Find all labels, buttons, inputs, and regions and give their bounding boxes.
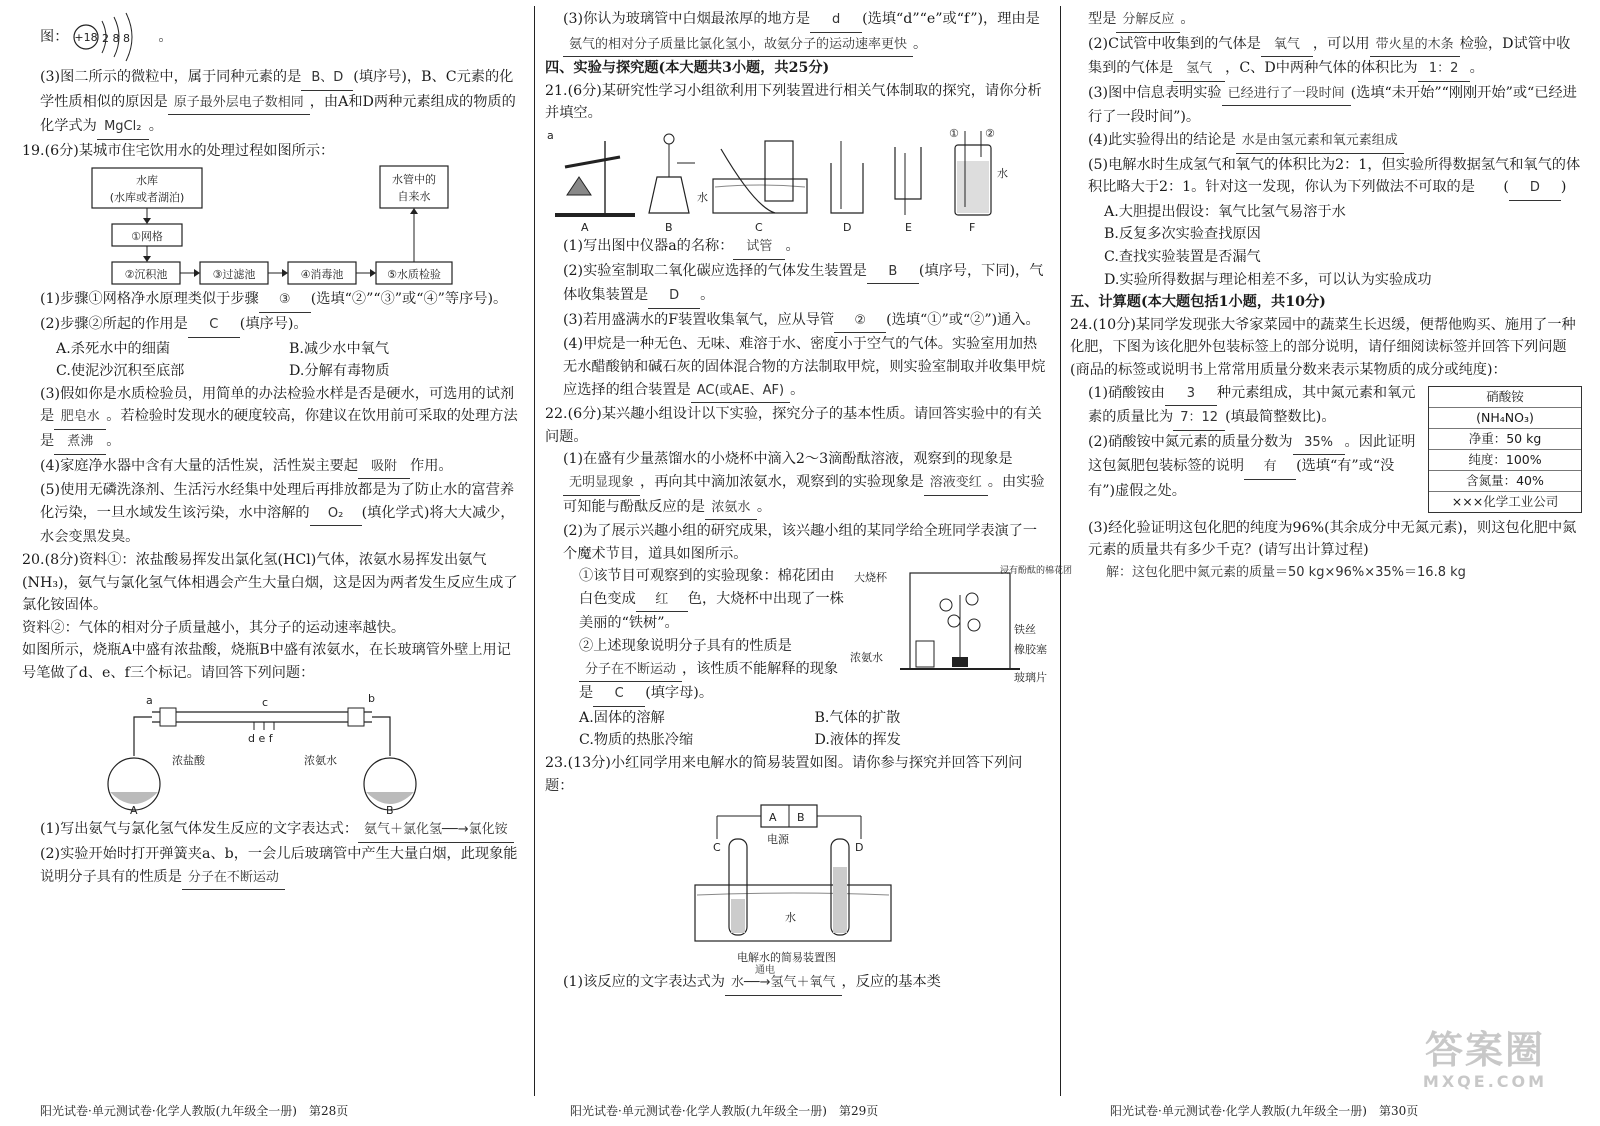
footer-page-28: 阳光试卷·单元测试卷·化学人教版(九年级全一册) 第28页 [40, 1104, 349, 1118]
question-23-1: (1)该反应的文字表达式为 通电 水──→氢气＋氧气 ，反应的基本类 [545, 971, 1050, 996]
atom-structure-diagram [68, 9, 158, 65]
question-22-2-block [545, 565, 1073, 707]
label-nitrogen: 含氮量：40% [1429, 471, 1581, 492]
flow-step-3: ③过滤池 [212, 268, 256, 282]
tube-d-label: D [855, 841, 864, 855]
label-weight: 净重：50 kg [1429, 429, 1581, 450]
flow-tap: 水管中的 [392, 173, 436, 187]
gas-apparatus-diagram [545, 127, 1045, 233]
question-23-4: (4)此实验得出的结论是 水是由氢元素和氧元素组成 [1070, 129, 1582, 154]
electrolysis-caption: 电解水的简易装置图 [737, 951, 836, 965]
page-29-column [545, 8, 1073, 1083]
question-21-3: (3)若用盛满水的F装置收集氧气，应从导管 ② (选填“①”或“②”)通入。 [545, 309, 1050, 334]
question-22-title: 22.(6分)某兴趣小组设计以下实验，探究分子的基本性质。请回答实验中的有关问题。 [545, 406, 1042, 445]
wire-label: 铁丝 [1014, 623, 1036, 637]
figure-label: 图： [40, 28, 69, 45]
ammonia-label: 浓氨水 [850, 651, 883, 665]
port-2-label: ② [985, 126, 995, 140]
question-22-2-1: ①该节目可观察到的实验现象：棉花团由白色变成 红 色，大烧杯中出现了一株美丽的“铁树”。 [579, 568, 844, 632]
flask-a-label: A [130, 804, 138, 818]
diffusion-tube-diagram [42, 686, 512, 816]
question-24-1: (1)硝酸铵由 3 种元素组成，其中氮元素和氧元素的质量比为 7：12 (填最简整数比)。 [1088, 382, 1582, 431]
flow-reservoir: 水库 [136, 174, 158, 188]
label-company: ×××化学工业公司 [1451, 493, 1559, 509]
device-b-label: B [665, 220, 673, 234]
question-21-1: (1)写出图中仪器a的名称： 试管 。 [545, 235, 1050, 260]
question-19-1: (1)步骤①网格净水原理类似于步骤 ③ (选填“②”“③”或“④”等序号)。 [22, 288, 522, 313]
question-20-1: (1)写出氨气与氯化氢气体发生反应的文字表达式： 氨气＋氯化氢──→氯化铵 [22, 818, 522, 843]
footer-page-29: 阳光试卷·单元测试卷·化学人教版(九年级全一册) 第29页 [570, 1104, 879, 1118]
question-20-material-2: 资料②：气体的相对分子质量越小，其分子的运动速率越快。 [22, 619, 406, 636]
option-23-b: B.反复多次实验查找原因 [1104, 226, 1261, 243]
question-24-2: (2)硝酸铵中氮元素的质量分数为 35% 。因此证明这包氮肥包装标签的说明 有 (选填“有”或“没有”)虚假之处。 [1088, 433, 1416, 499]
question-24-block [1070, 382, 1582, 585]
electrode-b-label: B [797, 811, 805, 825]
column-divider [1060, 6, 1061, 1096]
flow-reservoir-sub: (水库或者湖泊) [109, 191, 185, 205]
flow-step-1: ①网格 [131, 230, 163, 244]
question-19-2: (2)步骤②所起的作用是 C (填序号)。 [22, 313, 522, 338]
question-20-intro: 如图所示，烧瓶A中盛有浓盐酸，烧瓶B中盛有浓氨水，在长玻璃管外壁上用记号笔做了d、e、f三个标记。请回答下列问题： [22, 642, 511, 681]
options-19-2-cd: C.使泥沙沉积至底部 D.分解有毒物质 [56, 363, 390, 380]
tube-c-label: C [713, 841, 721, 855]
page-28-column [22, 8, 522, 1083]
flow-tap-sub: 自来水 [397, 190, 431, 204]
electrolysis-diagram [545, 799, 1045, 969]
flow-step-5: ⑤水质检验 [387, 268, 441, 282]
clip-a-label: a [146, 694, 153, 708]
question-20-3: (3)你认为玻璃管中白烟最浓厚的地方是 d (选填“d”“e”或“f”)，理由是氨气的相对分子质量比氯化氢小，故氨分子的运动速率更快 。 [545, 8, 1050, 57]
water-label: 水 [785, 911, 796, 925]
fertilizer-label [1428, 386, 1582, 513]
options-19-2-ab: A.杀死水中的细菌 B.减少水中氧气 [56, 340, 390, 357]
label-purity: 纯度：100% [1429, 450, 1581, 471]
glass-plate-label: 玻璃片 [1014, 671, 1047, 685]
question-23-3: (3)图中信息表明实验 已经进行了一段时间 (选填“未开始”“刚刚开始”或“已经进行了一段时间”)。 [1088, 84, 1577, 126]
device-e-label: E [905, 220, 912, 234]
iron-tree-diagram [850, 565, 1073, 685]
rubber-stopper-label: 橡胶塞 [1014, 643, 1047, 657]
column-divider [534, 6, 535, 1096]
clip-b-label: b [368, 692, 375, 706]
option-23-d: D.实验所得数据与理论相差不多，可以认为实验成功 [1104, 271, 1432, 288]
question-22-2-2: ②上述现象说明分子具有的性质是分子在不断运动 ，该性质不能解释的现象是 C (填字母)。 [579, 635, 1050, 707]
options-22-ab: A.固体的溶解 B.气体的扩散 [579, 709, 901, 726]
device-f-label: F [969, 220, 976, 234]
label-formula: (NH₄NO₃) [1429, 408, 1581, 429]
question-19-4: (4)家庭净水器中含有大量的活性炭，活性炭主要起 吸附 作用。 [22, 455, 522, 480]
question-24-title: 24.(10分)某同学发现张大爷家菜园中的蔬菜生长迟缓，便帮他购买、施用了一种化肥，下图为该化肥外包装标签上的部分说明，请仔细阅读标签并回答下列问题(商品的标签或说明书上常常用质量分数来表示某物质的成分或纯度)： [1070, 316, 1576, 378]
tube-c-label: c [262, 696, 269, 710]
power-label: 电源 [767, 833, 789, 847]
shell-electrons: 2 8 8 [102, 32, 131, 45]
atom-diagram-row: 图： +18 2 8 8 。 [22, 8, 522, 66]
option-23-a: A.大胆提出假设：氧气比氢气易溶于水 [1104, 203, 1346, 220]
question-20-2: (2)实验开始时打开弹簧夹a、b，一会儿后玻璃管中产生大量白烟，此现象能说明分子具有的性质是 分子在不断运动 [22, 843, 522, 890]
instrument-a-label: a [547, 128, 554, 142]
watermark-logo: 答案圈 MXQE.COM [1422, 1028, 1548, 1091]
water-treatment-flowchart [52, 164, 522, 286]
options-22-cd: C.物质的热胀冷缩 D.液体的挥发 [579, 732, 901, 749]
question-19-title: 19.(6分)某城市住宅饮用水的处理过程如图所示： [22, 142, 335, 159]
cotton-label: 浸有酚酞的棉花团 [1000, 566, 1073, 577]
question-23-1-cont: 型是 分解反应 。 [1070, 8, 1582, 33]
question-21-title: 21.(6分)某研究性学习小组欲利用下列装置进行相关气体制取的探究，请你分析并填空。 [545, 82, 1042, 122]
port-1-label: ① [949, 126, 959, 140]
flask-a-content: 浓盐酸 [172, 754, 205, 768]
bottle-water-label: 水 [997, 166, 1008, 180]
question-18-3: (3)图二所示的微粒中，属于同种元素的是 B、D (填序号)，B、C元素的化学性质相似的原因是 原子最外层电子数相同 ，由A和D两种元素组成的物质的化学式为 MgCl₂ 。 [22, 66, 522, 140]
question-23-5: (5)电解水时生成氢气和氧气的体积比为2：1，但实验所得数据氢气和氧气的体积比略大于2：1。针对这一发现，你认为下列做法不可取的是 ( D ) [1070, 154, 1582, 201]
flask-b-content: 浓氨水 [304, 754, 337, 768]
question-24-3: (3)经化验证明这包化肥的纯度为96%(其余成分中无氮元素)，则这包化肥中氮元素的质量共有多少千克？(请写出计算过程) [1088, 519, 1577, 559]
flow-step-2: ②沉积池 [124, 268, 168, 282]
question-19-5: (5)使用无磷洗涤剂、生活污水经集中处理后再排放都是为了防止水的富营养化污染，一旦水域发生该污染，水中溶解的 O₂ (填化学式)将大大减少，水会变黑发臭。 [40, 482, 515, 546]
page-30-column [1070, 8, 1582, 1083]
question-22-1: (1)在盛有少量蒸馏水的小烧杯中滴入2～3滴酚酞溶液，观察到的现象是无明显现象 ，再向其中滴加浓氨水，观察到的实验现象是 溶液变红 。由实验可知能与酚酞反应的是 浓氨水 。 [545, 448, 1050, 520]
beaker-label: 大烧杯 [854, 571, 887, 585]
nucleus-label: +18 [74, 31, 98, 44]
footer-page-30: 阳光试卷·单元测试卷·化学人教版(九年级全一册) 第30页 [1110, 1104, 1419, 1118]
label-name: 硝酸铵 [1429, 387, 1581, 408]
question-21-2: (2)实验室制取二氧化碳应选择的气体发生装置是 B (填序号，下同)，气体收集装置是 D 。 [545, 260, 1050, 309]
question-19-3: (3)假如你是水质检验员，用简单的办法检验水样是否是硬水，可选用的试剂是 肥皂水 。若检验时发现水的硬度较高，你建议在饮用前可采取的处理方法是 煮沸 。 [22, 383, 522, 455]
option-23-c: C.查找实验装置是否漏气 [1104, 248, 1261, 265]
device-c-label: C [755, 220, 763, 234]
question-20-material-1: 20.(8分)资料①：浓盐酸易挥发出氯化氢(HCl)气体，浓氨水易挥发出氨气(NH₃)，氨气与氯化氢气体相遇会产生大量白烟，这是因为两者发生反应生成了氯化铵固体。 [22, 551, 518, 614]
flask-b-label: B [386, 804, 394, 818]
question-24-3-answer: 解：这包化肥中氮元素的质量＝50 kg×96%×35%＝16.8 kg [1106, 564, 1466, 580]
marks-def-label: d e f [248, 732, 273, 746]
question-23-2: (2)C试管中收集到的气体是 氧气 ，可以用 带火星的木条 检验，D试管中收集到的气体是 氢气 ，C、D中两种气体的体积比为 1：2 。 [1070, 33, 1582, 82]
trough-water-label: 水 [697, 190, 708, 204]
reaction-condition: 通电 [754, 965, 775, 977]
device-d-label: D [843, 220, 852, 234]
section-5-heading: 五、计算题(本大题包括1小题，共10分) [1070, 294, 1326, 311]
section-4-heading: 四、实验与探究题(本大题共3小题，共25分) [545, 60, 830, 77]
question-22-2: (2)为了展示兴趣小组的研究成果，该兴趣小组的某同学给全班同学表演了一个魔术节目，道具如图所示。 [563, 523, 1038, 562]
electrode-a-label: A [769, 811, 777, 825]
question-21-4: (4)甲烷是一种无色、无味、难溶于水、密度小于空气的气体。实验室用加热无水醋酸钠和碱石灰的固体混合物的方法制取甲烷，则实验室制取并收集甲烷应选择的组合装置是 AC(或AE、AF) 。 [545, 333, 1050, 403]
flow-step-4: ④消毒池 [300, 268, 344, 282]
device-a-label: A [581, 220, 589, 234]
question-23-title: 23.(13分)小红同学用来电解水的简易装置如图。请你参与探究并回答下列问题： [545, 755, 1023, 794]
